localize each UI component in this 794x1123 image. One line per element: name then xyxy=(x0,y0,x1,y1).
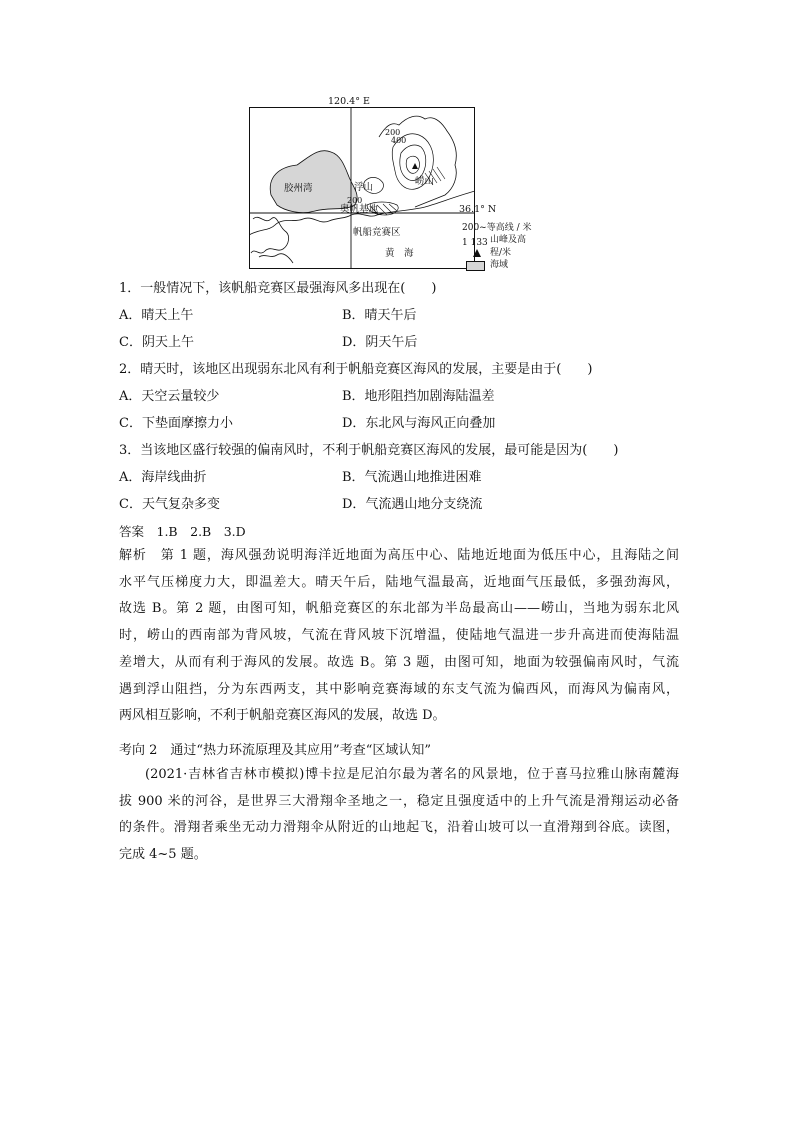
map-figure xyxy=(240,92,570,272)
analysis-line: 解析 第 1 题，海风强劲说明海洋近地面为高压中心、陆地近地面为低压中心，且海陆之间 xyxy=(119,548,679,563)
legend-sea-swatch xyxy=(466,261,485,271)
contour-label: 200 xyxy=(347,196,363,205)
label-olympic-base: 奥帆基地 xyxy=(340,204,379,215)
intro-line: 完成 4~5 题。 xyxy=(119,847,207,863)
intro-line: 拔 900 米的河谷，是世界三大滑翔伞圣地之一，稳定且强度适中的上升气流是滑翔运动必备 xyxy=(119,793,679,809)
legend-peak-elev: 1 133 xyxy=(462,238,488,248)
question-1-option-a: A．晴天上午 xyxy=(119,308,194,323)
label-jiaozhou-bay: 胶州湾 xyxy=(284,183,313,194)
analysis-line: 水平气压梯度力大，即温差大。晴天午后，陆地气温最高，近地面气压最低，多强劲海风， xyxy=(119,574,679,590)
section-heading: 考向 2 通过“热力环流原理及其应用”考查“区域认知” xyxy=(119,743,431,758)
question-1-option-c: C．阴天上午 xyxy=(119,335,194,350)
contour-label: 400 xyxy=(391,136,407,145)
label-race-area: 帆船竞赛区 xyxy=(353,227,401,238)
analysis-paragraph xyxy=(119,543,679,730)
question-2-stem: 2．晴天时，该地区出现弱东北风有利于帆船竞赛区海风的发展，主要是由于( ) xyxy=(119,362,593,377)
intro-paragraph xyxy=(119,762,679,869)
legend-peak-icon xyxy=(473,249,481,257)
question-3-option-a: A．海岸线曲折 xyxy=(119,470,207,485)
label-yellow-sea: 黄 海 xyxy=(385,248,414,259)
longitude-label: 120.4° E xyxy=(328,96,370,107)
question-2-option-c: C．下垫面摩擦力小 xyxy=(119,416,233,431)
contour-label: 200 xyxy=(385,128,401,137)
analysis-line: 两风相互影响，不利于帆船竞赛区海风的发展，故选 D。 xyxy=(119,708,446,724)
legend-peak-label-b: 程/米 xyxy=(490,248,512,258)
legend-peak-label-a: 山峰及高 xyxy=(490,235,527,245)
question-3-option-c: C．天气复杂多变 xyxy=(119,497,220,512)
label-laoshan: 崂山 xyxy=(415,176,435,187)
latitude-label: 36.1° N xyxy=(459,204,497,215)
legend-sea-label: 海域 xyxy=(490,260,509,270)
analysis-line: 故选 B。第 2 题，由图可知，帆船竞赛区的东北部为半岛最高山——崂山，当地为弱东北风 xyxy=(119,601,679,617)
question-3-option-b: B．气流遇山地推进困难 xyxy=(342,470,482,485)
legend-contour: 200~等高线 / 米 xyxy=(462,223,532,233)
question-2-option-b: B．地形阻挡加剧海陆温差 xyxy=(342,389,495,404)
label-fushan: 浮山 xyxy=(354,182,374,193)
question-3-option-d: D．气流遇山地分支绕流 xyxy=(342,497,483,512)
question-1-option-d: D．阴天午后 xyxy=(342,335,418,350)
analysis-line: 时，崂山的西南部为背风坡，气流在背风坡下沉增温，使陆地气温进一步升高进而使海陆温 xyxy=(119,628,679,644)
question-1-stem: 1．一般情况下，该帆船竞赛区最强海风多出现在( ) xyxy=(119,281,437,296)
question-2-option-d: D．东北风与海风正向叠加 xyxy=(342,416,496,431)
analysis-line: 遇到浮山阻挡，分为东西两支，其中影响竞赛海域的东支气流为偏西风，而海风为偏南风， xyxy=(119,681,679,697)
question-3-stem: 3．当该地区盛行较强的偏南风时，不利于帆船竞赛区海风的发展，最可能是因为( ) xyxy=(119,443,619,458)
question-1-option-b: B．晴天午后 xyxy=(342,308,417,323)
question-2-option-a: A．天空云量较少 xyxy=(119,389,220,404)
answer-line: 答案 1.B 2.B 3.D xyxy=(119,524,246,539)
intro-line: 的条件。滑翔者乘坐无动力滑翔伞从附近的山地起飞，沿着山坡可以一直滑翔到谷底。读图， xyxy=(119,820,679,836)
intro-line: (2021·吉林省吉林市模拟)博卡拉是尼泊尔最为著名的风景地，位于喜马拉雅山脉南麓海 xyxy=(145,767,679,782)
analysis-line: 差增大，从而有利于海风的发展。故选 B。第 3 题，由图可知，地面为较强偏南风时，气流 xyxy=(119,654,679,670)
